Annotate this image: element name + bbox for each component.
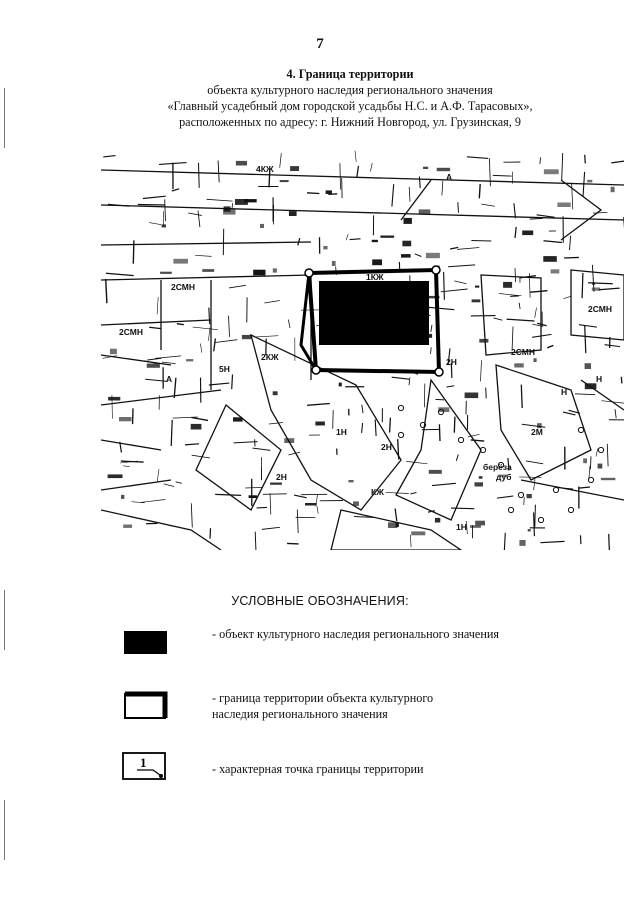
map-line <box>143 196 166 198</box>
map-line <box>471 440 485 441</box>
map-label: 2СМН <box>171 282 195 292</box>
map-line <box>479 184 480 198</box>
map-line <box>458 202 459 213</box>
map-line <box>605 345 620 347</box>
map-line <box>350 239 361 240</box>
section-title: 4. Граница территории <box>286 67 414 81</box>
map-label: 1КЖ <box>366 272 384 282</box>
map-label: А <box>166 374 173 384</box>
map-line <box>579 325 597 327</box>
map-annotation-mark <box>583 458 587 463</box>
map-annotation-mark <box>475 482 484 486</box>
map-line <box>253 448 271 450</box>
map-line <box>599 288 620 290</box>
map-annotation-mark <box>475 521 485 526</box>
map-annotation-mark <box>242 335 251 339</box>
map-line <box>429 307 455 309</box>
map-label: 2КЖ <box>261 352 279 362</box>
map-label: 2СМН <box>588 304 612 314</box>
map-annotation-mark <box>273 268 277 272</box>
map-line <box>264 301 279 304</box>
heading-line: расположенных по адресу: г. Нижний Новгород, ул. Грузинская, 9 <box>179 115 521 129</box>
map-annotation-mark <box>315 422 325 426</box>
map-line <box>431 347 432 354</box>
map-line <box>195 255 211 256</box>
map-line <box>185 444 199 445</box>
map-label: 2Н <box>276 472 287 482</box>
map-label: берёза <box>483 462 512 472</box>
map-line <box>507 319 535 321</box>
boundary-point-marker <box>305 269 313 277</box>
tree-symbol <box>508 507 513 512</box>
scan-edge-line <box>4 800 5 860</box>
tree-symbol <box>398 432 403 437</box>
map-annotation-mark <box>244 199 257 202</box>
map-line <box>375 420 376 437</box>
map-annotation-mark <box>543 256 557 262</box>
map-label: КЖ <box>371 487 384 497</box>
map-annotation-mark <box>119 417 132 421</box>
map-line <box>450 247 458 249</box>
map-line <box>515 227 516 238</box>
map-line <box>609 534 610 550</box>
map-annotation-mark <box>108 474 123 478</box>
map-line <box>439 424 440 441</box>
map-line <box>215 494 241 495</box>
map-line <box>419 177 420 189</box>
map-annotation-mark <box>598 464 603 469</box>
legend-boundary-line: - граница территории объекта культурного <box>212 691 434 705</box>
map-line <box>191 418 208 421</box>
map-label: Н <box>561 387 568 397</box>
map-line <box>123 466 129 467</box>
map-line <box>198 211 200 228</box>
map-line <box>621 377 622 384</box>
map-line <box>392 377 409 379</box>
legend-object-swatch <box>124 631 167 654</box>
tree-symbol <box>578 427 583 432</box>
map-line <box>515 268 516 282</box>
map-line <box>193 327 218 330</box>
map-line <box>493 175 512 176</box>
map-line <box>141 500 166 503</box>
map-line <box>263 494 287 495</box>
map-line <box>415 254 422 257</box>
tree-symbol <box>588 477 593 482</box>
heading-line: объекта культурного наследия регионального значения <box>207 83 493 97</box>
map-label: 5Н <box>219 364 230 374</box>
map-line <box>255 532 256 550</box>
map-line <box>229 285 246 288</box>
map-annotation-mark <box>585 363 591 369</box>
map-annotation-mark <box>380 236 394 238</box>
map-line <box>575 394 595 395</box>
map-line <box>317 506 318 513</box>
tree-symbol <box>553 487 558 492</box>
map-line <box>307 193 319 194</box>
map-label: 1Н <box>336 427 347 437</box>
map-annotation-mark <box>419 209 431 214</box>
map-annotation-mark <box>587 180 592 183</box>
map-annotation-mark <box>162 224 166 227</box>
map-line <box>392 184 394 206</box>
boundary-point-marker <box>435 368 443 376</box>
map-line <box>444 272 445 300</box>
map-line <box>362 405 363 414</box>
map-line <box>214 338 216 351</box>
map-annotation-mark <box>173 259 188 264</box>
map-line <box>585 155 586 164</box>
map-line <box>357 166 359 177</box>
map-line <box>269 423 283 425</box>
map-annotation-mark <box>404 218 412 224</box>
map-line <box>294 495 307 498</box>
map-annotation-mark <box>326 190 332 194</box>
map-line <box>406 461 427 463</box>
map-label: 2Н <box>446 357 457 367</box>
map-annotation-mark <box>110 349 117 355</box>
map-line <box>504 533 505 550</box>
map-line <box>145 379 167 381</box>
map-annotation-mark <box>527 494 532 498</box>
map-line <box>192 455 210 458</box>
map-line <box>270 493 271 514</box>
map-annotation-mark <box>260 224 264 228</box>
map-line <box>481 360 482 381</box>
map-line <box>176 482 182 484</box>
map-annotation-mark <box>323 246 327 249</box>
map-annotation-mark <box>108 397 120 401</box>
map-line <box>588 283 613 284</box>
map-line <box>611 161 624 163</box>
map-line <box>409 377 410 385</box>
map-line <box>106 279 107 303</box>
map-line <box>535 505 536 527</box>
map-annotation-mark <box>191 424 202 430</box>
map-annotation-mark <box>472 299 481 302</box>
map-line <box>234 442 258 443</box>
map-annotation-mark <box>401 254 411 258</box>
map-line <box>454 281 466 284</box>
map-line <box>532 334 551 337</box>
map-annotation-mark <box>592 288 600 291</box>
map-line <box>563 412 575 415</box>
map-line <box>177 324 184 325</box>
map-line <box>209 383 229 385</box>
map-line <box>174 378 176 398</box>
map-annotation-mark <box>289 211 297 216</box>
map-line <box>370 163 372 172</box>
map-line <box>172 189 179 191</box>
map-line <box>579 487 590 488</box>
map-line <box>564 257 579 258</box>
map-line <box>535 308 537 318</box>
map-line <box>519 303 520 309</box>
map-annotation-mark <box>429 470 442 474</box>
map-line <box>530 218 543 219</box>
heritage-object-marker <box>391 318 427 344</box>
map-line <box>590 456 591 469</box>
tree-symbol <box>538 517 543 522</box>
map-annotation-mark <box>479 339 488 343</box>
map-line <box>489 158 490 186</box>
legend-title: УСЛОВНЫЕ ОБОЗНАЧЕНИЯ: <box>231 594 409 608</box>
map-annotation-mark <box>332 261 336 266</box>
map-label: 4КЖ <box>256 164 274 174</box>
map-line <box>171 420 172 446</box>
map-annotation-mark <box>534 358 537 362</box>
map-line <box>287 543 299 544</box>
map-annotation-mark <box>544 169 559 174</box>
map-line <box>209 308 210 325</box>
map-line <box>288 320 290 329</box>
map-annotation-mark <box>348 480 353 482</box>
map-line <box>442 181 443 196</box>
map-line <box>288 452 300 455</box>
map-line <box>526 461 543 464</box>
map-line <box>530 291 548 293</box>
map-line <box>534 512 535 536</box>
tree-symbol <box>518 492 523 497</box>
map-plot-boundaries <box>101 170 624 550</box>
map-line <box>494 318 503 320</box>
map-annotation-mark <box>372 240 378 242</box>
map-annotation-mark <box>202 269 214 272</box>
map-line <box>155 356 181 359</box>
map-line <box>307 404 330 406</box>
map-line <box>157 297 158 314</box>
map-line <box>138 205 166 206</box>
map-line <box>454 417 455 433</box>
map-annotation-mark <box>479 476 483 479</box>
map-line <box>534 479 535 490</box>
map-line <box>540 157 541 164</box>
map-line <box>207 199 233 201</box>
map-line <box>547 345 553 347</box>
tree-symbol <box>398 405 403 410</box>
map-line <box>149 223 161 225</box>
map-line <box>457 248 479 250</box>
map-annotation-mark <box>601 478 616 480</box>
map-annotation-mark <box>611 187 615 192</box>
map-line <box>607 444 608 466</box>
map-line <box>436 399 445 400</box>
map-line <box>165 199 166 221</box>
legend-point-text: - характерная точка границы территории <box>212 762 424 776</box>
page-number: 7 <box>316 36 324 52</box>
map-line <box>540 541 564 542</box>
map-line <box>432 483 456 485</box>
map-line <box>448 265 475 267</box>
map-annotation-mark <box>435 518 440 523</box>
map-line <box>497 496 514 498</box>
map-line <box>544 241 563 243</box>
boundary-point-marker <box>312 366 320 374</box>
map-line <box>147 358 161 360</box>
map-line <box>280 153 282 168</box>
map-annotation-mark <box>475 286 479 288</box>
map-annotation-mark <box>186 359 193 361</box>
map-line <box>562 153 563 180</box>
map-annotation-mark <box>528 529 531 532</box>
map-line <box>218 161 219 183</box>
map-line <box>164 484 174 487</box>
map-line <box>257 507 267 508</box>
map-annotation-mark <box>514 363 523 367</box>
map-label: А <box>446 172 453 182</box>
map-annotation-mark <box>426 253 440 258</box>
map-annotation-mark <box>402 241 411 247</box>
map-annotation-mark <box>423 167 428 169</box>
map-annotation-mark <box>290 166 299 171</box>
map-line <box>441 289 468 292</box>
map-label: 2М <box>531 427 543 437</box>
map-line <box>585 326 586 354</box>
scan-edge-line <box>4 88 5 148</box>
map-line <box>467 157 488 159</box>
map-label: дуб <box>496 472 512 482</box>
map-line <box>572 183 573 210</box>
map-label: 2СМН <box>511 347 535 357</box>
map-line <box>481 204 495 206</box>
legend-point-symbol <box>120 750 170 782</box>
map-line <box>410 535 411 547</box>
boundary-point-marker <box>432 266 440 274</box>
map-annotation-mark <box>592 282 595 285</box>
map-line <box>229 316 230 337</box>
map-line <box>191 503 192 527</box>
legend-object-text: - объект культурного наследия регионального значения <box>212 627 499 641</box>
map-drawing <box>101 150 624 550</box>
map-annotation-mark <box>411 531 425 535</box>
map-line <box>200 344 201 353</box>
map-annotation-mark <box>522 231 533 236</box>
map-line <box>133 240 134 263</box>
map-line <box>593 212 607 213</box>
map-annotation-mark <box>339 383 342 387</box>
map-annotation-mark <box>249 495 257 498</box>
map-label: Н <box>596 374 603 384</box>
map-line <box>106 273 134 275</box>
map-line <box>486 388 487 399</box>
map-annotation-mark <box>551 269 560 273</box>
map-line <box>596 449 598 457</box>
map-line <box>297 510 298 534</box>
map-line <box>410 493 416 494</box>
map-annotation-mark <box>557 203 570 208</box>
map-line <box>362 423 363 433</box>
map-line <box>355 151 356 162</box>
map-line <box>188 213 202 215</box>
map-line <box>232 375 233 390</box>
map-line <box>199 163 200 188</box>
map-line <box>103 156 115 157</box>
map-line <box>346 234 348 240</box>
map-annotation-mark <box>519 540 525 546</box>
map-label: 2Н <box>381 442 392 452</box>
map-line <box>471 241 491 242</box>
map-line <box>210 528 211 538</box>
legend-point-number: 1 <box>140 755 147 770</box>
map-annotation-mark <box>280 180 289 182</box>
map-annotation-mark <box>253 270 265 276</box>
map-label: 1Н <box>456 522 467 532</box>
map-annotation-mark <box>160 272 172 274</box>
map-label: 2СМН <box>119 327 143 337</box>
map-annotation-mark <box>273 391 278 395</box>
map-annotation-mark <box>470 525 481 528</box>
map-annotation-mark <box>121 495 124 499</box>
tree-symbol <box>598 447 603 452</box>
map-line <box>390 418 391 433</box>
map-annotation-mark <box>270 483 282 485</box>
map-line <box>333 410 334 429</box>
map-line <box>582 273 583 298</box>
map-line <box>214 340 237 343</box>
map-line <box>521 385 522 408</box>
map-line <box>409 187 410 202</box>
map-line <box>149 327 161 328</box>
heading-line: «Главный усадебный дом городской усадьбы Н.С. и А.Ф. Тарасовых», <box>167 99 533 113</box>
map-annotation-mark <box>465 393 479 399</box>
map-line <box>570 236 571 250</box>
map-line <box>431 325 432 332</box>
map-line <box>157 469 159 481</box>
legend-boundary-symbol <box>122 689 170 723</box>
legend-boundary-line: наследия регионального значения <box>212 707 388 721</box>
cadastral-map <box>101 150 624 550</box>
legend-boundary-text <box>212 690 433 722</box>
map-annotation-mark <box>147 364 160 368</box>
document-heading <box>60 66 640 130</box>
map-line <box>245 487 263 488</box>
map-line <box>456 455 458 461</box>
map-annotation-mark <box>305 503 317 506</box>
map-annotation-mark <box>437 168 450 171</box>
map-annotation-mark <box>236 161 247 166</box>
map-linework <box>103 151 625 550</box>
tree-symbol <box>458 437 463 442</box>
map-annotation-mark <box>123 525 132 528</box>
map-line <box>208 328 210 341</box>
map-annotation-mark <box>503 282 512 288</box>
map-annotation-mark <box>372 259 382 265</box>
map-line <box>514 203 516 218</box>
map-line <box>447 386 455 387</box>
tree-symbol <box>568 507 573 512</box>
map-line <box>563 296 571 299</box>
map-line <box>451 508 474 509</box>
map-line <box>254 336 278 337</box>
map-line <box>615 409 616 418</box>
map-line <box>395 509 397 521</box>
map-line <box>499 294 521 296</box>
map-line <box>262 527 280 529</box>
